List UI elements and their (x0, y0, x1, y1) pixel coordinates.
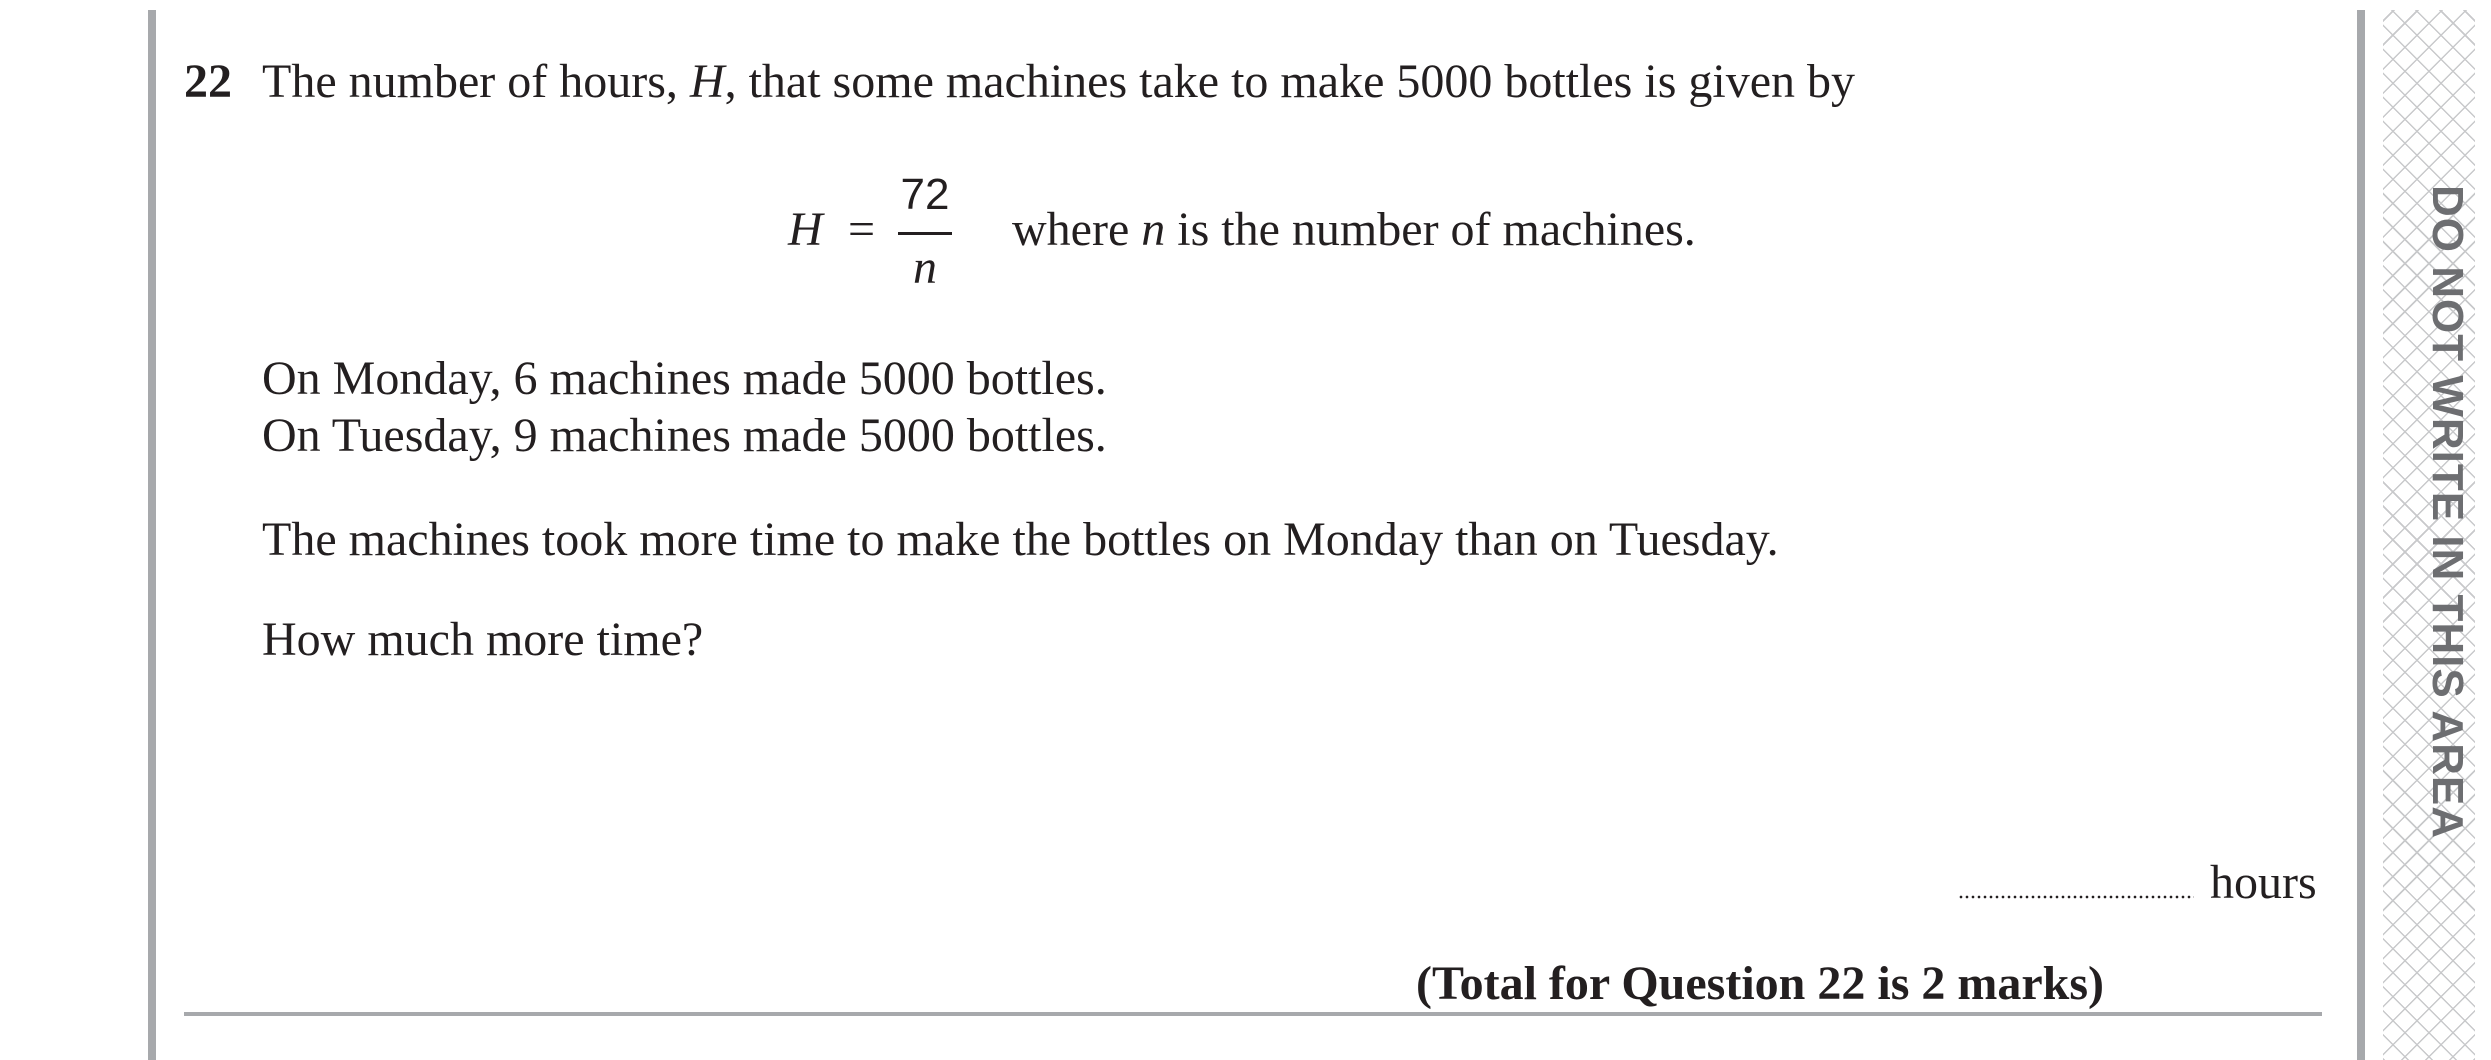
left-margin-rule (148, 10, 156, 1060)
question-number: 22 (184, 55, 232, 108)
fraction-denominator: n (913, 241, 937, 294)
formula-definition (1012, 200, 1696, 260)
tuesday-statement: On Tuesday, 9 machines made 5000 bottles. (262, 409, 1107, 462)
answer-line[interactable] (1958, 895, 2194, 899)
fraction-bar (898, 232, 952, 235)
comparison-statement: The machines took more time to make the bottles on Monday than on Tuesday. (262, 513, 1779, 566)
question-prompt: How much more time? (262, 613, 704, 666)
answer-unit: hours (2210, 856, 2317, 909)
right-margin-rule (2357, 10, 2365, 1060)
where-text-after: is the number of machines. (1165, 203, 1696, 256)
where-text-before: where (1012, 203, 1142, 256)
margin-warning-text: DO NOT WRITE IN THIS AREA (2423, 185, 2472, 840)
intro-variable-h: H (689, 55, 725, 108)
monday-statement: On Monday, 6 machines made 5000 bottles. (262, 352, 1107, 405)
formula-equals: = (848, 203, 876, 256)
where-variable-n: n (1141, 203, 1166, 256)
fraction-numerator: 72 (900, 170, 950, 219)
intro-text-after: , that some machines take to make 5000 bottles is given by (724, 55, 1856, 108)
bottom-rule (184, 1012, 2322, 1016)
formula-lhs: H (788, 203, 823, 256)
intro-text-before: The number of hours, (262, 55, 690, 108)
total-marks: (Total for Question 22 is 2 marks) (1416, 957, 2105, 1010)
do-not-write-margin (2383, 10, 2475, 1060)
question-intro (262, 52, 1855, 112)
